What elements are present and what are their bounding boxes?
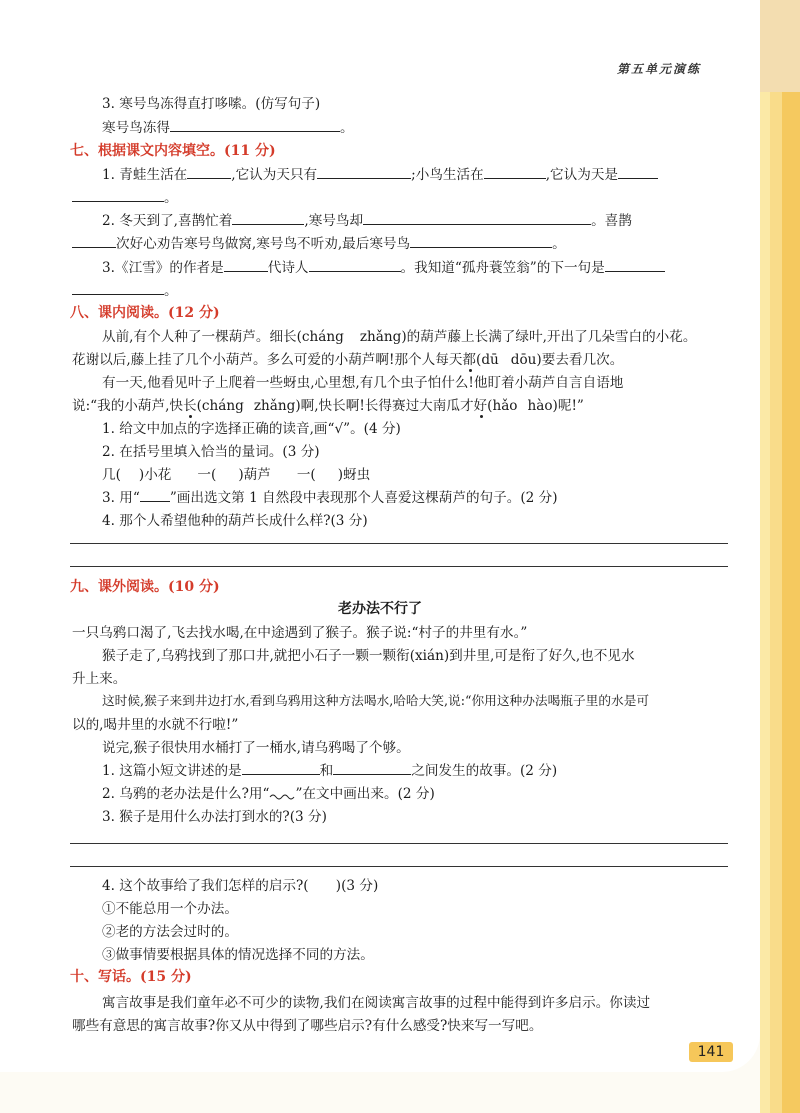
passage-line: 一只乌鸦口渴了,飞去找水喝,在中途遇到了猴子。猴子说:“村子的井里有水。” [72,625,528,641]
blank[interactable] [363,210,591,225]
passage-line: 有一天,他看见叶子上爬着一些蚜虫,心里想,有几个虫子怕什么!他盯着小葫芦自言自语地 [102,375,624,391]
corner-tab [758,0,800,92]
question-line: 3. 用“ ”画出选文第 1 自然段中表现那个人喜爱这棵葫芦的句子。(2 分) [102,490,558,506]
blank[interactable] [187,164,231,179]
blank[interactable] [72,187,164,202]
section-title-8: 八、课内阅读。(12 分) [70,305,220,321]
blank[interactable] [170,117,340,132]
answer-rule[interactable] [70,843,728,844]
passage-line: 从前,有个人种了一棵葫芦。细长(cháng zhǎng)的葫芦藤上长满了绿叶,开出了几朵雪白的小花。 [102,329,697,345]
choice-option: ②老的方法会过时的。 [102,924,238,940]
page-number: 141 [689,1042,733,1062]
question-line: 3. 猴子是用什么办法打到水的?(3 分) [102,809,327,825]
story-title: 老办法不行了 [338,601,422,617]
blank[interactable] [309,257,401,272]
question-line: 1. 青蛙生活在 ,它认为天只有 ;小鸟生活在 ,它认为天是 [102,163,658,183]
passage-line: 升上来。 [72,671,127,687]
blank[interactable] [72,233,116,248]
section-title-10: 十、写话。(15 分) [70,969,192,985]
answer-line: 寒号鸟冻得 。 [102,116,354,136]
prompt-line: 哪些有意思的寓言故事?你又从中得到了哪些启示?有什么感受?快来写一写吧。 [72,1018,543,1034]
passage-line: 这时候,猴子来到井边打水,看到乌鸦用这种方法喝水,哈哈大笑,说:“你用这种办法喝瓶子里的水是可 [102,693,650,708]
question-line: 次好心劝告寒号鸟做窝,寒号鸟不听劝,最后寒号鸟 。 [72,232,566,252]
unit-title: 第五单元演练 [617,62,702,76]
question-line: 。 [72,186,178,206]
blank[interactable] [72,280,164,295]
answer-rule[interactable] [70,866,728,867]
answer-rule[interactable] [70,543,728,544]
edge-stripe [782,0,800,1113]
measure-word-row: 几( )小花 一( )葫芦 一( )蚜虫 [102,467,371,483]
blank[interactable] [410,233,552,248]
question-line: 3. 寒号鸟冻得直打哆嗦。(仿写句子) [102,96,321,112]
question-line: 。 [72,279,178,299]
question-line: 1. 这篇小短文讲述的是 和 之间发生的故事。(2 分) [102,759,557,779]
edge-stripe [770,0,782,1113]
blank[interactable] [605,257,665,272]
passage-line: 花谢以后,藤上挂了几个小葫芦。多么可爱的小葫芦啊!那个人每天都(dū dōu)要去看几次。 [72,352,624,368]
blank[interactable] [317,164,411,179]
question-line: 3.《江雪》的作者是 代诗人 。我知道“孤舟蓑笠翁”的下一句是 [102,256,665,276]
choice-option: ①不能总用一个办法。 [102,901,238,917]
question-line: 2. 冬天到了,喜鹊忙着 ,寒号鸟却 。喜鹊 [102,209,632,229]
edge-stripe [760,0,770,1113]
question-line: 2. 乌鸦的老办法是什么?用“ ”在文中画出来。(2 分) [102,786,435,802]
choice-option: ③做事情要根据具体的情况选择不同的方法。 [102,947,374,963]
passage-line: 说:“我的小葫芦,快长(cháng zhǎng)啊,快长啊!长得赛过大南瓜才好(hǎo hào)呢!” [72,398,584,414]
blank[interactable] [618,164,658,179]
question-line: 4. 那个人希望他种的葫芦长成什么样?(3 分) [102,513,368,529]
blank[interactable] [232,210,304,225]
section-title-7: 七、根据课文内容填空。(11 分) [70,143,276,159]
blank[interactable] [224,257,268,272]
section-title-9: 九、课外阅读。(10 分) [70,579,220,595]
blank[interactable] [333,760,411,775]
underline-sample [140,491,170,502]
question-line: 1. 给文中加点的字选择正确的读音,画“√”。(4 分) [102,421,401,437]
passage-line: 说完,猴子很快用水桶打了一桶水,请乌鸦喝了个够。 [102,740,410,756]
prompt-line: 寓言故事是我们童年必不可少的读物,我们在阅读寓言故事的过程中能得到许多启示。你读过 [102,995,651,1011]
question-line: 4. 这个故事给了我们怎样的启示?( )(3 分) [102,878,379,894]
question-line: 2. 在括号里填入恰当的量词。(3 分) [102,444,320,460]
answer-rule[interactable] [70,566,728,567]
blank[interactable] [484,164,546,179]
passage-line: 以的,喝井里的水就不行啦!” [72,717,239,733]
passage-line: 猴子走了,乌鸦找到了那口井,就把小石子一颗一颗衔(xián)到井里,可是衔了好久,也不见水 [102,648,635,664]
blank[interactable] [242,760,320,775]
wavy-line-icon [269,790,295,800]
